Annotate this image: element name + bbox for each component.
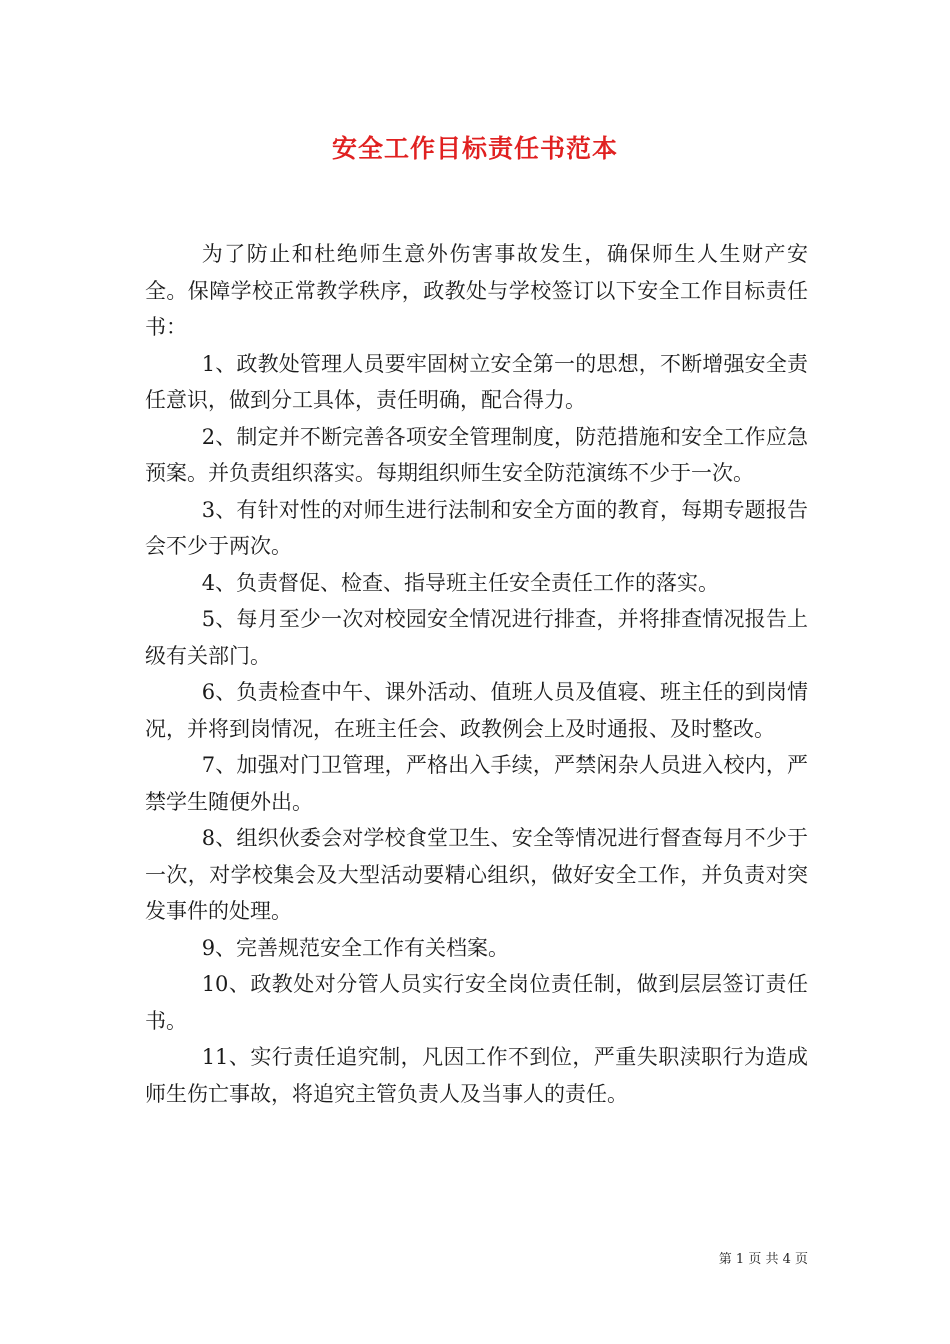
list-item: 10、政教处对分管人员实行安全岗位责任制，做到层层签订责任书。 <box>145 972 808 1033</box>
list-item: 7、加强对门卫管理，严格出入手续，严禁闲杂人员进入校内，严禁学生随便外出。 <box>145 753 808 814</box>
list-item: 9、完善规范安全工作有关档案。 <box>201 935 510 960</box>
list-item: 1、政教处管理人员要牢固树立安全第一的思想，不断增强安全责任意识，做到分工具体，责任明确，配合得力。 <box>145 351 808 412</box>
intro-paragraph: 为了防止和杜绝师生意外伤害事故发生，确保师生人生财产安全。保障学校正常教学秩序，政教处与学校签订以下安全工作目标责任书： <box>145 242 808 339</box>
list-item: 8、组织伙委会对学校食堂卫生、安全等情况进行督查每月不少于一次，对学校集会及大型活动要精心组织，做好安全工作，并负责对突发事件的处理。 <box>145 826 808 923</box>
list-item: 3、有针对性的对师生进行法制和安全方面的教育，每期专题报告会不少于两次。 <box>145 497 808 558</box>
list-item: 2、制定并不断完善各项安全管理制度，防范措施和安全工作应急预案。并负责组织落实。每期组织师生安全防范演练不少于一次。 <box>145 424 808 485</box>
list-item: 6、负责检查中午、课外活动、值班人员及值寝、班主任的到岗情况，并将到岗情况，在班主任会、政教例会上及时通报、及时整改。 <box>145 680 808 741</box>
document-title: 安全工作目标责任书范本 <box>331 134 618 163</box>
page-number: 第 1 页 共 4 页 <box>718 1252 808 1267</box>
list-item: 11、实行责任追究制，凡因工作不到位，严重失职渎职行为造成师生伤亡事故，将追究主管负责人及当事人的责任。 <box>145 1045 808 1106</box>
list-item: 4、负责督促、检查、指导班主任安全责任工作的落实。 <box>201 570 720 595</box>
document-body <box>145 236 808 1112</box>
list-item: 5、每月至少一次对校园安全情况进行排查，并将排查情况报告上级有关部门。 <box>145 607 808 668</box>
